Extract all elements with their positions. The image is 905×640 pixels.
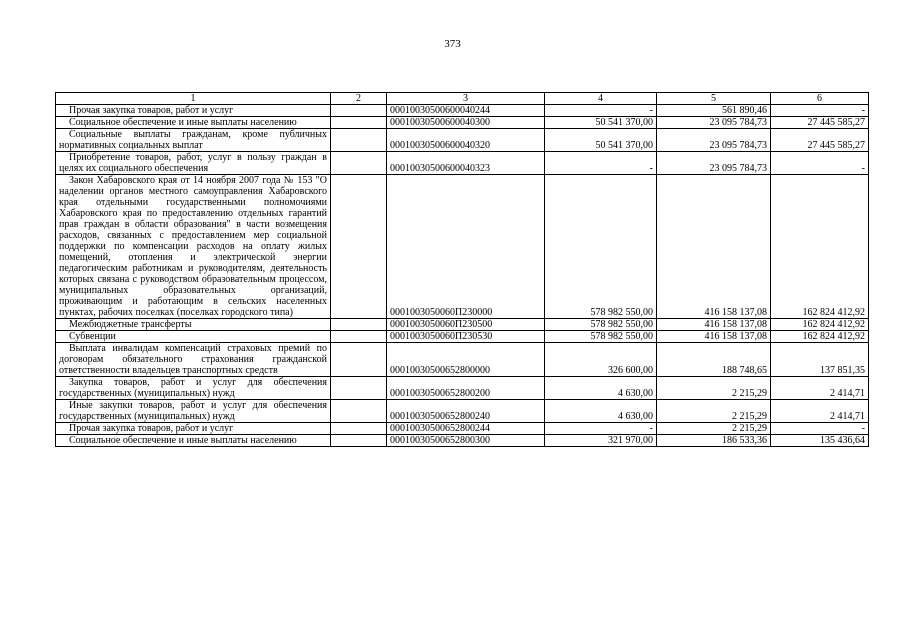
row-code: 00010030500652800244 bbox=[387, 423, 545, 435]
table-row bbox=[56, 117, 869, 129]
row-name: Социальное обеспечение и иные выплаты населению bbox=[56, 435, 331, 447]
column-header-2: 2 bbox=[331, 93, 387, 105]
row-executed: 23 095 784,73 bbox=[657, 152, 771, 175]
row-name: Межбюджетные трансферты bbox=[56, 319, 331, 331]
table-row bbox=[56, 435, 869, 447]
row-name: Выплата инвалидам компенсаций страховых премий по договорам обязательного страхования гражданской ответственности владельцев транспортных средств bbox=[56, 343, 331, 377]
row-name: Субвенции bbox=[56, 331, 331, 343]
row-code: 00010030500652800000 bbox=[387, 343, 545, 377]
row-name: Социальные выплаты гражданам, кроме публичных нормативных социальных выплат bbox=[56, 129, 331, 152]
row-col2 bbox=[331, 400, 387, 423]
row-executed: 188 748,65 bbox=[657, 343, 771, 377]
row-code: 0001003050060П230500 bbox=[387, 319, 545, 331]
table-row bbox=[56, 423, 869, 435]
row-code: 00010030500600040323 bbox=[387, 152, 545, 175]
row-executed: 2 215,29 bbox=[657, 400, 771, 423]
row-col2 bbox=[331, 343, 387, 377]
column-header-1: 1 bbox=[56, 93, 331, 105]
column-header-5: 5 bbox=[657, 93, 771, 105]
column-header-3: 3 bbox=[387, 93, 545, 105]
row-col2 bbox=[331, 423, 387, 435]
row-executed: 416 158 137,08 bbox=[657, 319, 771, 331]
row-approved: 4 630,00 bbox=[545, 377, 657, 400]
page-number: 373 bbox=[444, 38, 461, 50]
table-row bbox=[56, 377, 869, 400]
row-unexecuted: 135 436,64 bbox=[771, 435, 869, 447]
row-unexecuted: - bbox=[771, 105, 869, 117]
row-executed: 561 890,46 bbox=[657, 105, 771, 117]
row-executed: 2 215,29 bbox=[657, 423, 771, 435]
table-row bbox=[56, 331, 869, 343]
row-executed: 186 533,36 bbox=[657, 435, 771, 447]
row-approved: 578 982 550,00 bbox=[545, 319, 657, 331]
row-executed: 2 215,29 bbox=[657, 377, 771, 400]
row-unexecuted: 137 851,35 bbox=[771, 343, 869, 377]
row-executed: 416 158 137,08 bbox=[657, 331, 771, 343]
table-row bbox=[56, 400, 869, 423]
row-code: 00010030500652800240 bbox=[387, 400, 545, 423]
row-code: 00010030500600040320 bbox=[387, 129, 545, 152]
table-row bbox=[56, 343, 869, 377]
row-col2 bbox=[331, 319, 387, 331]
row-approved: 321 970,00 bbox=[545, 435, 657, 447]
table-row bbox=[56, 105, 869, 117]
row-approved: 326 600,00 bbox=[545, 343, 657, 377]
row-unexecuted: 2 414,71 bbox=[771, 400, 869, 423]
row-approved: - bbox=[545, 152, 657, 175]
table-header-row bbox=[56, 93, 869, 105]
row-col2 bbox=[331, 152, 387, 175]
row-unexecuted: - bbox=[771, 423, 869, 435]
row-approved: 578 982 550,00 bbox=[545, 331, 657, 343]
row-name: Закон Хабаровского края от 14 ноября 2007 года № 153 "О наделении органов местного самоуправления Хабаровского края отдельными государственными полномочиями Хабаровского края по предоставлению отдельных гарантий прав граждан в области образования" в части возмещения расходов, связанных с предоставлением мер социальной поддержки по компенсации расходов на оплату жилых помещений, отопления и электрической энергии педагогическим работникам и руководителям, деятельность которых связана с руководством образовательным процессом, муниципальных образовательных организаций, проживающим и работающим в сельских населенных пунктах, рабочих поселках (поселках городского типа) bbox=[56, 175, 331, 319]
row-executed: 23 095 784,73 bbox=[657, 117, 771, 129]
row-name: Социальное обеспечение и иные выплаты населению bbox=[56, 117, 331, 129]
row-unexecuted: - bbox=[771, 152, 869, 175]
column-header-4: 4 bbox=[545, 93, 657, 105]
table-row bbox=[56, 319, 869, 331]
row-approved: - bbox=[545, 423, 657, 435]
row-approved: 50 541 370,00 bbox=[545, 129, 657, 152]
row-col2 bbox=[331, 175, 387, 319]
row-approved: - bbox=[545, 105, 657, 117]
row-unexecuted: 162 824 412,92 bbox=[771, 175, 869, 319]
row-col2 bbox=[331, 377, 387, 400]
table-row bbox=[56, 152, 869, 175]
row-code: 00010030500652800200 bbox=[387, 377, 545, 400]
row-unexecuted: 2 414,71 bbox=[771, 377, 869, 400]
row-unexecuted: 162 824 412,92 bbox=[771, 331, 869, 343]
row-unexecuted: 162 824 412,92 bbox=[771, 319, 869, 331]
row-code: 00010030500600040244 bbox=[387, 105, 545, 117]
row-name: Прочая закупка товаров, работ и услуг bbox=[56, 423, 331, 435]
row-unexecuted: 27 445 585,27 bbox=[771, 117, 869, 129]
row-approved: 4 630,00 bbox=[545, 400, 657, 423]
row-name: Прочая закупка товаров, работ и услуг bbox=[56, 105, 331, 117]
table-row bbox=[56, 129, 869, 152]
budget-table bbox=[55, 92, 869, 447]
row-col2 bbox=[331, 117, 387, 129]
row-name: Закупка товаров, работ и услуг для обеспечения государственных (муниципальных) нужд bbox=[56, 377, 331, 400]
row-approved: 578 982 550,00 bbox=[545, 175, 657, 319]
row-col2 bbox=[331, 105, 387, 117]
row-col2 bbox=[331, 435, 387, 447]
row-col2 bbox=[331, 129, 387, 152]
row-unexecuted: 27 445 585,27 bbox=[771, 129, 869, 152]
row-code: 00010030500600040300 bbox=[387, 117, 545, 129]
table-row bbox=[56, 175, 869, 319]
row-code: 0001003050060П230000 bbox=[387, 175, 545, 319]
row-code: 0001003050060П230530 bbox=[387, 331, 545, 343]
row-executed: 416 158 137,08 bbox=[657, 175, 771, 319]
row-col2 bbox=[331, 331, 387, 343]
column-header-6: 6 bbox=[771, 93, 869, 105]
row-approved: 50 541 370,00 bbox=[545, 117, 657, 129]
row-name: Приобретение товаров, работ, услуг в пользу граждан в целях их социального обеспечения bbox=[56, 152, 331, 175]
row-executed: 23 095 784,73 bbox=[657, 129, 771, 152]
row-code: 00010030500652800300 bbox=[387, 435, 545, 447]
row-name: Иные закупки товаров, работ и услуг для обеспечения государственных (муниципальных) нужд bbox=[56, 400, 331, 423]
